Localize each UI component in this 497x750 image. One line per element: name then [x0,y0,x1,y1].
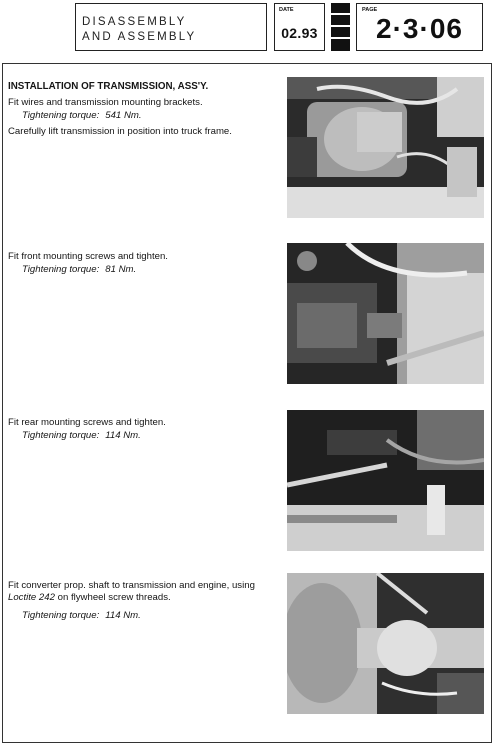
page-caption: PAGE [362,7,378,13]
section-front-mounting [8,251,273,280]
header-title-line1: DISASSEMBLY [82,16,187,28]
header-page-box [356,3,483,51]
header-title-line2: AND ASSEMBLY [82,31,197,43]
torque-label: Tightening torque: [22,110,100,121]
step-text: Carefully lift transmission in position into truck frame. [8,126,232,137]
torque-label: Tightening torque: [22,610,100,621]
torque-spec [8,610,273,622]
step-text: Fit front mounting screws and tighten. [8,251,168,262]
step-text: Fit wires and transmission mounting brackets. [8,97,203,108]
section-installation [8,81,273,138]
step-text: Fit rear mounting screws and tighten. [8,417,166,428]
torque-value: 81 Nm. [105,264,137,275]
section-converter-shaft [8,580,273,626]
header-title-box [75,3,267,51]
header-marker-blocks [331,3,350,51]
photo-converter-shaft [287,573,484,714]
torque-label: Tightening torque: [22,264,100,275]
torque-value: 114 Nm. [105,610,141,621]
page-number: 2·3·06 [376,13,463,44]
photo-transmission-lift [287,77,484,218]
header-date-box [274,3,325,51]
date-caption: DATE [279,7,294,13]
torque-spec [8,430,273,442]
date-value: 02.93 [281,25,318,41]
photo-front-mounting [287,243,484,384]
torque-label: Tightening torque: [22,430,100,441]
step-text: Fit converter prop. shaft to transmission and engine, using Loctite 242 on flywheel screw threads. [8,580,255,603]
torque-value: 541 Nm. [105,110,142,121]
section-heading: INSTALLATION OF TRANSMISSION, ASS'Y. [8,81,209,92]
product-name: Loctite 242 [8,592,55,603]
torque-value: 114 Nm. [105,430,141,441]
section-rear-mounting [8,417,273,446]
torque-spec [8,110,273,122]
photo-rear-mounting [287,410,484,551]
torque-spec [8,264,273,276]
